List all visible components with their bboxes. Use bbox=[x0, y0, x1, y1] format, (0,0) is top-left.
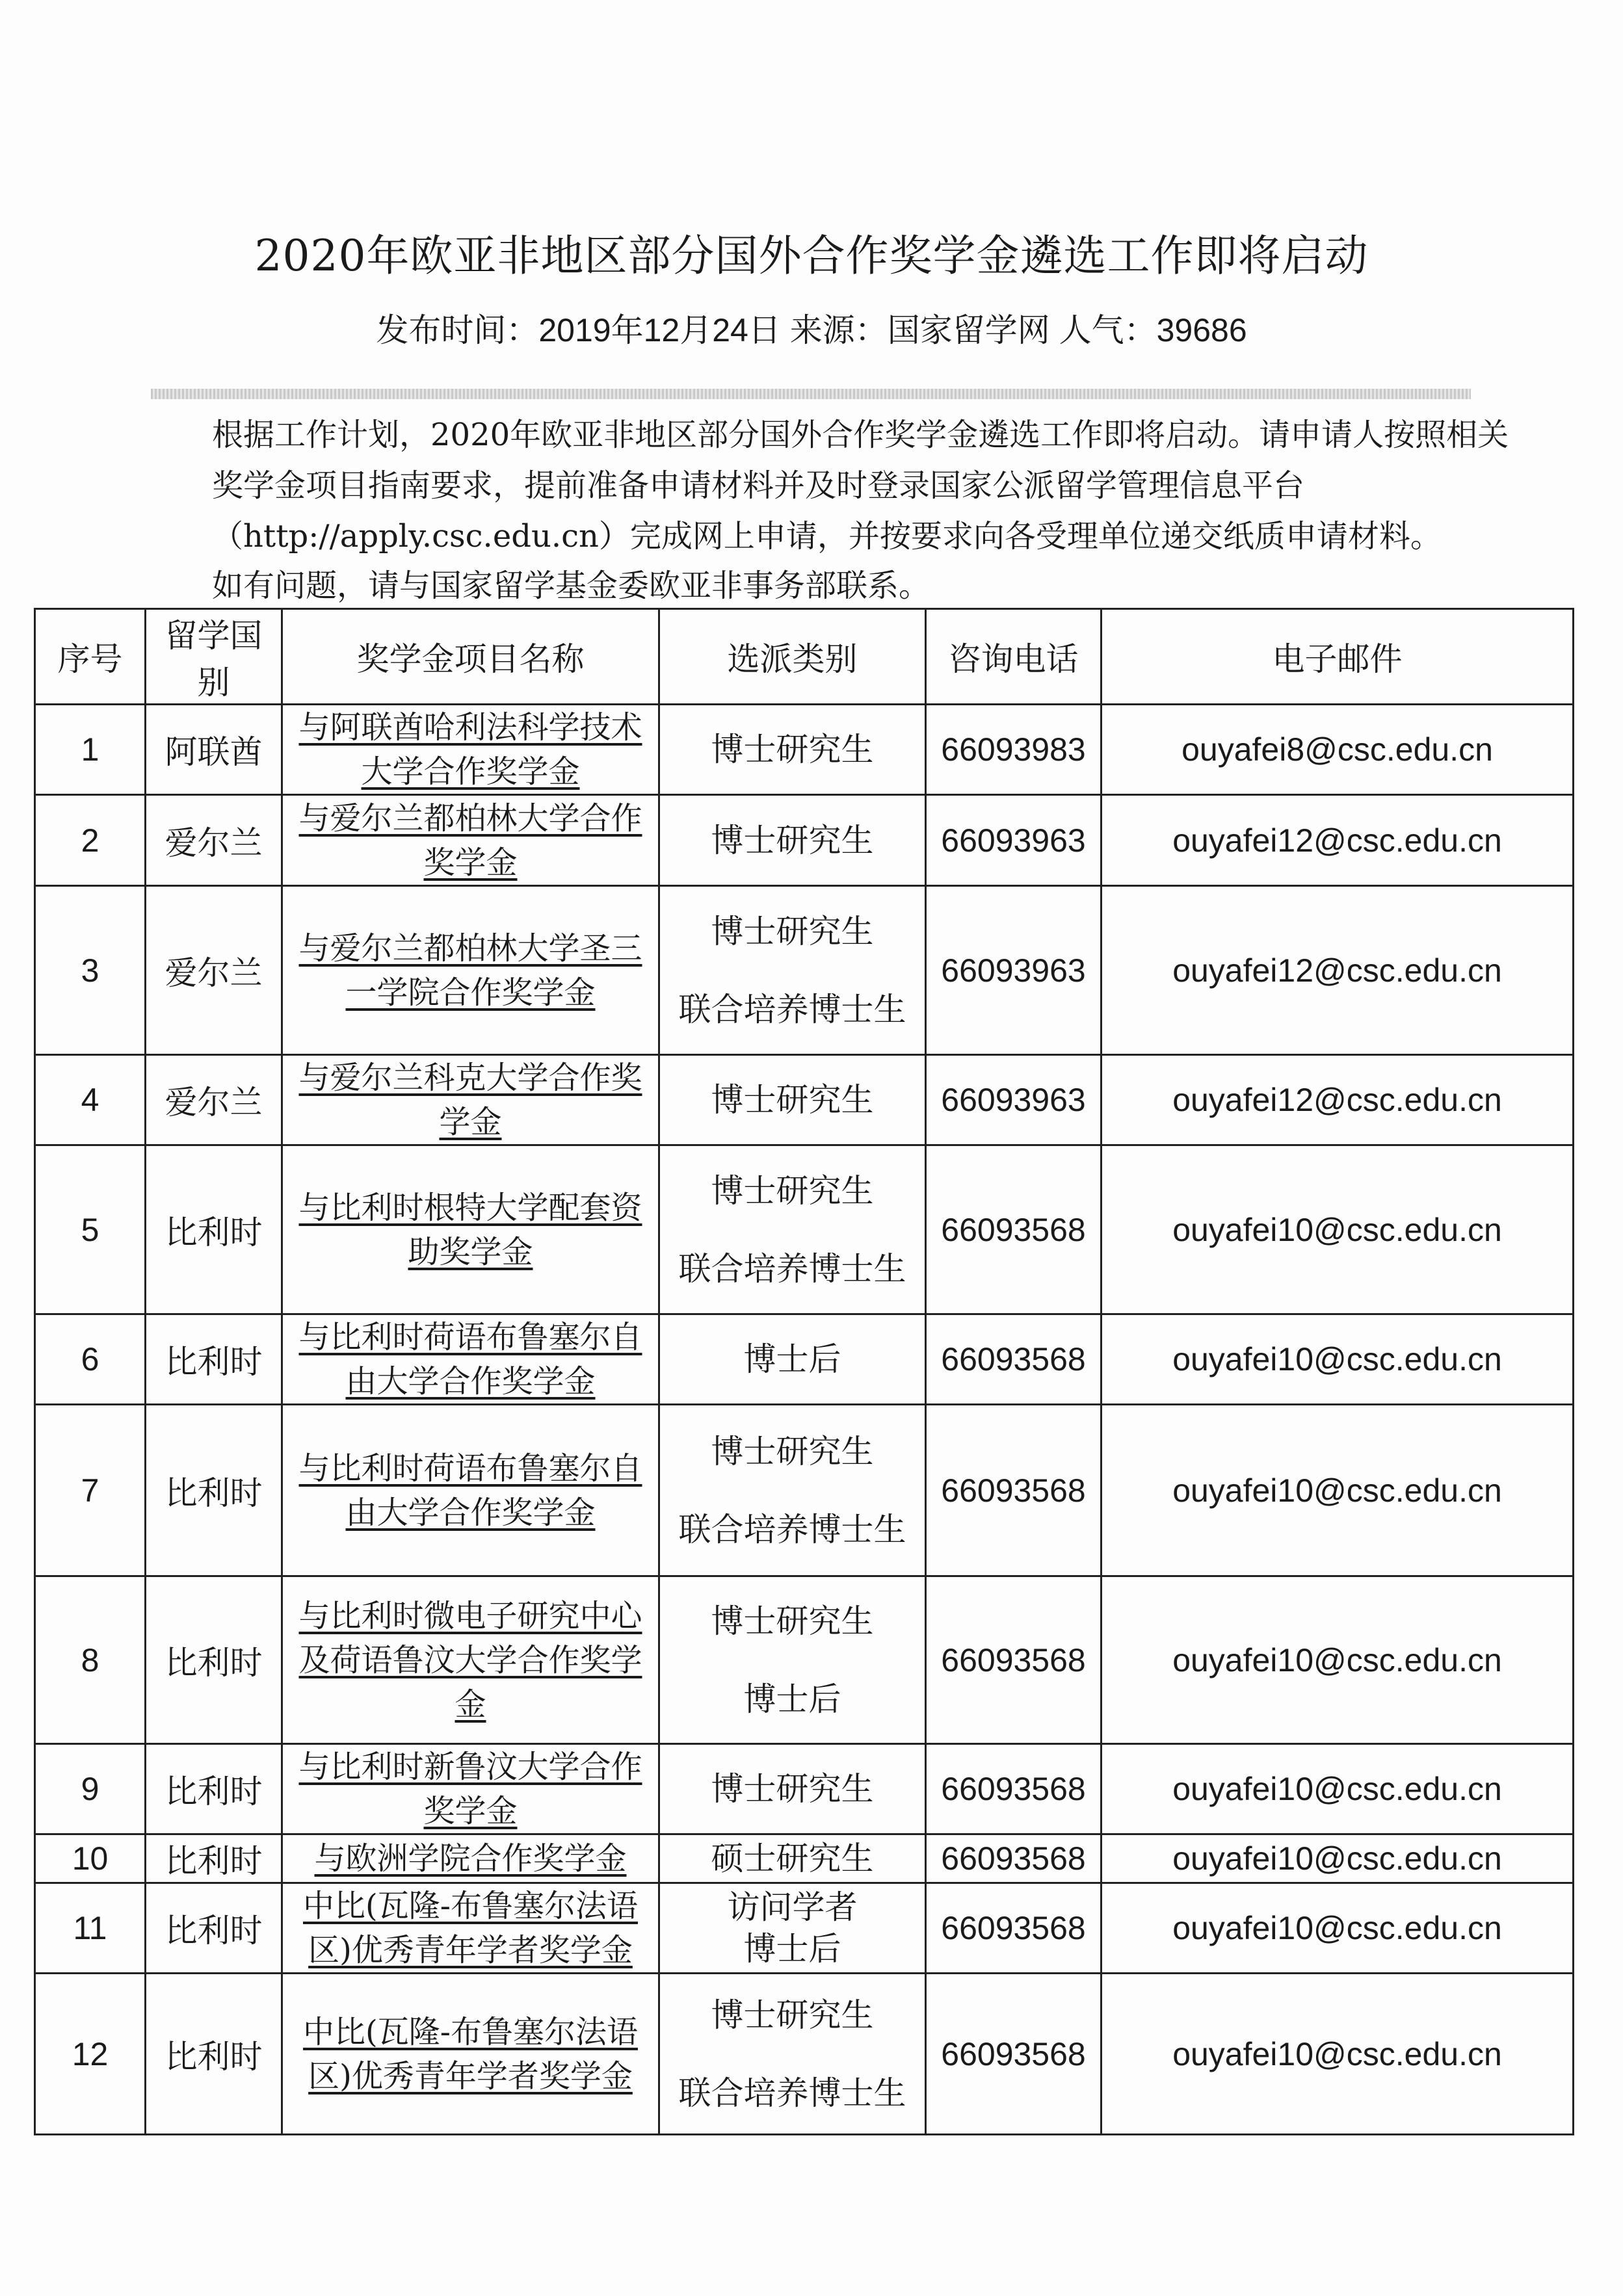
header-no: 序号 bbox=[35, 609, 146, 705]
row-categories bbox=[659, 1834, 926, 1883]
row-categories bbox=[659, 1576, 926, 1744]
table-row bbox=[35, 886, 1574, 1055]
category-gap bbox=[664, 952, 921, 989]
row-project-link[interactable]: 与比利时荷语布鲁塞尔自由大学合作奖学金 bbox=[282, 1405, 659, 1576]
table-row bbox=[35, 1055, 1574, 1145]
category-item: 博士研究生 bbox=[711, 912, 874, 950]
row-project-link[interactable]: 与比利时微电子研究中心及荷语鲁汶大学合作奖学金 bbox=[282, 1576, 659, 1744]
row-country: 比利时 bbox=[146, 1145, 282, 1314]
row-email[interactable]: ouyafei12@csc.edu.cn bbox=[1102, 886, 1574, 1055]
row-project-link[interactable]: 与比利时根特大学配套资助奖学金 bbox=[282, 1145, 659, 1314]
row-email[interactable]: ouyafei10@csc.edu.cn bbox=[1102, 1834, 1574, 1883]
category-item: 博士研究生 bbox=[711, 731, 874, 768]
row-email[interactable]: ouyafei8@csc.edu.cn bbox=[1102, 705, 1574, 795]
category-item: 联合培养博士生 bbox=[678, 2074, 906, 2112]
row-country: 比利时 bbox=[146, 1576, 282, 1744]
category-item: 博士研究生 bbox=[711, 1432, 874, 1470]
row-country: 比利时 bbox=[146, 1883, 282, 1974]
row-phone: 66093568 bbox=[926, 1145, 1102, 1314]
row-phone: 66093983 bbox=[926, 705, 1102, 795]
row-categories bbox=[659, 1145, 926, 1314]
category-item: 博士研究生 bbox=[711, 821, 874, 859]
row-project-link[interactable]: 与爱尔兰都柏林大学圣三一学院合作奖学金 bbox=[282, 886, 659, 1055]
row-number: 1 bbox=[35, 705, 146, 795]
row-phone: 66093568 bbox=[926, 1744, 1102, 1834]
row-project-link[interactable]: 与爱尔兰科克大学合作奖学金 bbox=[282, 1055, 659, 1145]
row-categories bbox=[659, 1314, 926, 1405]
row-categories bbox=[659, 795, 926, 886]
row-categories bbox=[659, 1405, 926, 1576]
table-body bbox=[35, 705, 1574, 2135]
row-project-link[interactable]: 中比(瓦隆-布鲁塞尔法语区)优秀青年学者奖学金 bbox=[282, 1883, 659, 1974]
header-email: 电子邮件 bbox=[1102, 609, 1574, 705]
table-row bbox=[35, 1145, 1574, 1314]
row-number: 3 bbox=[35, 886, 146, 1055]
row-number: 8 bbox=[35, 1576, 146, 1744]
table-row bbox=[35, 705, 1574, 795]
header-country: 留学国别 bbox=[146, 609, 282, 705]
row-number: 6 bbox=[35, 1314, 146, 1405]
category-gap bbox=[664, 1212, 921, 1248]
divider bbox=[151, 389, 1471, 399]
row-country: 爱尔兰 bbox=[146, 1055, 282, 1145]
category-gap bbox=[664, 1642, 921, 1678]
scholarship-table bbox=[34, 608, 1574, 2135]
category-gap bbox=[664, 2036, 921, 2072]
category-item: 博士研究生 bbox=[711, 1171, 874, 1210]
table-row bbox=[35, 1834, 1574, 1883]
table-row bbox=[35, 1314, 1574, 1405]
row-phone: 66093568 bbox=[926, 1314, 1102, 1405]
row-email[interactable]: ouyafei10@csc.edu.cn bbox=[1102, 1883, 1574, 1974]
intro-paragraph: 根据工作计划，2020年欧亚非地区部分国外合作奖学金遴选工作即将启动。请申请人按照相关奖学金项目指南要求，提前准备申请材料并及时登录国家公派留学管理信息平台（http://apply.csc.edu.cn）完成网上申请，并按要求向各受理单位递交纸质申请材料。 bbox=[212, 417, 1509, 554]
row-country: 阿联酋 bbox=[146, 705, 282, 795]
row-country: 比利时 bbox=[146, 1744, 282, 1834]
table-row bbox=[35, 1883, 1574, 1974]
table-row bbox=[35, 1744, 1574, 1834]
table-row bbox=[35, 795, 1574, 886]
row-country: 比利时 bbox=[146, 1314, 282, 1405]
row-country: 爱尔兰 bbox=[146, 886, 282, 1055]
category-item: 博士研究生 bbox=[711, 1602, 874, 1640]
header-category: 选派类别 bbox=[659, 609, 926, 705]
header-phone: 咨询电话 bbox=[926, 609, 1102, 705]
row-email[interactable]: ouyafei12@csc.edu.cn bbox=[1102, 1055, 1574, 1145]
row-categories bbox=[659, 1744, 926, 1834]
category-item: 硕士研究生 bbox=[711, 1840, 874, 1877]
row-number: 4 bbox=[35, 1055, 146, 1145]
row-categories bbox=[659, 1974, 926, 2135]
row-country: 比利时 bbox=[146, 1974, 282, 2135]
row-email[interactable]: ouyafei12@csc.edu.cn bbox=[1102, 795, 1574, 886]
row-email[interactable]: ouyafei10@csc.edu.cn bbox=[1102, 1405, 1574, 1576]
row-number: 9 bbox=[35, 1744, 146, 1834]
row-phone: 66093568 bbox=[926, 1834, 1102, 1883]
category-item: 博士研究生 bbox=[711, 1996, 874, 2034]
category-item: 博士后 bbox=[743, 1340, 841, 1378]
row-number: 7 bbox=[35, 1405, 146, 1576]
row-number: 11 bbox=[35, 1883, 146, 1974]
row-phone: 66093963 bbox=[926, 795, 1102, 886]
row-phone: 66093963 bbox=[926, 1055, 1102, 1145]
row-project-link[interactable]: 与爱尔兰都柏林大学合作奖学金 bbox=[282, 795, 659, 886]
row-number: 5 bbox=[35, 1145, 146, 1314]
row-phone: 66093568 bbox=[926, 1883, 1102, 1974]
publish-meta: 发布时间：2019年12月24日 来源：国家留学网 人气：39686 bbox=[376, 312, 1247, 348]
table-header-row bbox=[35, 609, 1574, 705]
row-country: 比利时 bbox=[146, 1834, 282, 1883]
row-project-link[interactable]: 与比利时荷语布鲁塞尔自由大学合作奖学金 bbox=[282, 1314, 659, 1405]
table-row bbox=[35, 1576, 1574, 1744]
row-categories bbox=[659, 886, 926, 1055]
category-item: 联合培养博士生 bbox=[678, 990, 906, 1028]
row-number: 12 bbox=[35, 1974, 146, 2135]
row-phone: 66093568 bbox=[926, 1576, 1102, 1744]
row-email[interactable]: ouyafei10@csc.edu.cn bbox=[1102, 1974, 1574, 2135]
row-phone: 66093568 bbox=[926, 1974, 1102, 2135]
table-row bbox=[35, 1974, 1574, 2135]
row-categories bbox=[659, 1883, 926, 1974]
row-email[interactable]: ouyafei10@csc.edu.cn bbox=[1102, 1576, 1574, 1744]
row-country: 爱尔兰 bbox=[146, 795, 282, 886]
category-item: 博士研究生 bbox=[711, 1081, 874, 1119]
row-project-link[interactable]: 中比(瓦隆-布鲁塞尔法语区)优秀青年学者奖学金 bbox=[282, 1974, 659, 2135]
category-item: 联合培养博士生 bbox=[678, 1510, 906, 1548]
row-email[interactable]: ouyafei10@csc.edu.cn bbox=[1102, 1314, 1574, 1405]
category-item: 博士后 bbox=[743, 1680, 841, 1718]
header-project: 奖学金项目名称 bbox=[282, 609, 659, 705]
category-item: 博士研究生 bbox=[711, 1770, 874, 1808]
row-project-link[interactable]: 与比利时新鲁汶大学合作奖学金 bbox=[282, 1744, 659, 1834]
row-categories bbox=[659, 705, 926, 795]
row-project-link[interactable]: 与欧洲学院合作奖学金 bbox=[282, 1834, 659, 1883]
row-phone: 66093963 bbox=[926, 886, 1102, 1055]
row-number: 10 bbox=[35, 1834, 146, 1883]
row-categories bbox=[659, 1055, 926, 1145]
table-row bbox=[35, 1405, 1574, 1576]
row-project-link[interactable]: 与阿联酋哈利法科学技术大学合作奖学金 bbox=[282, 705, 659, 795]
row-number: 2 bbox=[35, 795, 146, 886]
page-title: 2020年欧亚非地区部分国外合作奖学金遴选工作即将启动 bbox=[254, 231, 1369, 281]
row-country: 比利时 bbox=[146, 1405, 282, 1576]
row-phone: 66093568 bbox=[926, 1405, 1102, 1576]
contact-paragraph: 如有问题，请与国家留学基金委欧亚非事务部联系。 bbox=[212, 567, 930, 604]
category-gap bbox=[664, 1472, 921, 1509]
row-email[interactable]: ouyafei10@csc.edu.cn bbox=[1102, 1744, 1574, 1834]
category-item: 访问学者 bbox=[727, 1888, 858, 1926]
row-email[interactable]: ouyafei10@csc.edu.cn bbox=[1102, 1145, 1574, 1314]
category-item: 联合培养博士生 bbox=[678, 1249, 906, 1288]
category-item: 博士后 bbox=[743, 1930, 841, 1968]
